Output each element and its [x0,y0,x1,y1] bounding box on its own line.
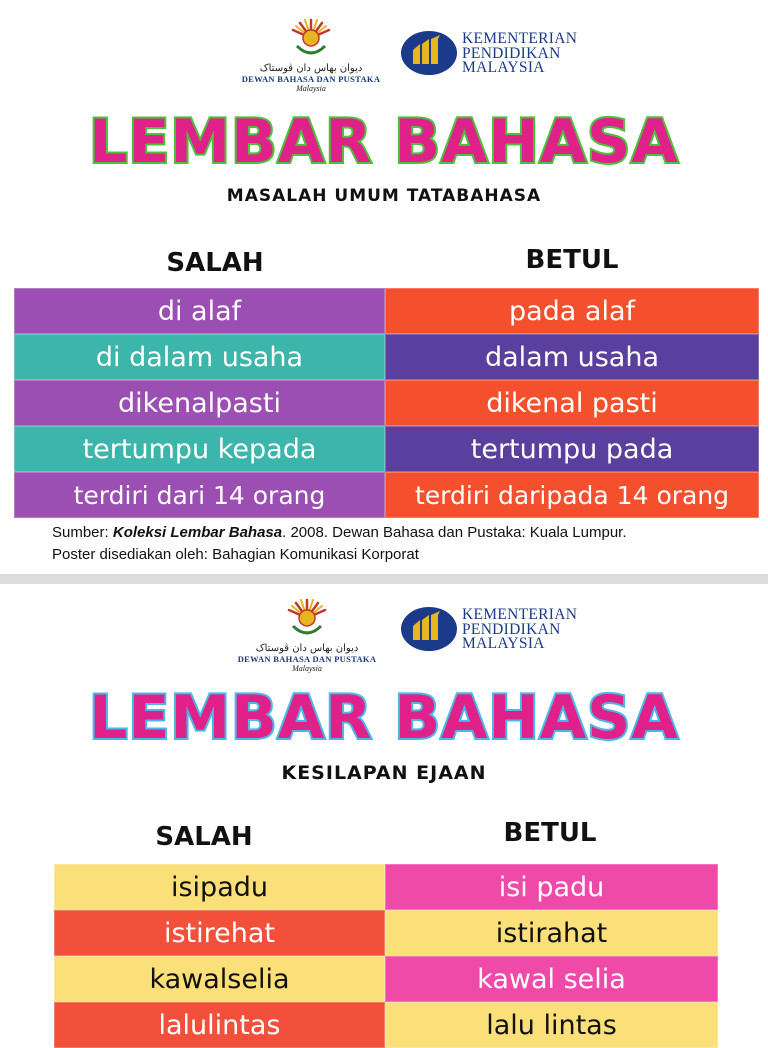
dbp-country: Malaysia [296,84,326,93]
column-header-salah: SALAH [166,248,264,278]
kpm-line-1: KEMENTERIAN [462,30,578,47]
source-prefix: Sumber: [52,524,113,541]
cell-betul: isi padu [385,864,718,910]
kpm-text [462,608,577,652]
dbp-logo [232,596,382,673]
kpm-text [462,32,577,76]
cell-betul: pada alaf [385,288,759,334]
cell-salah: di alaf [14,288,385,334]
column-header-betul: BETUL [503,818,597,848]
cell-salah: terdiri dari 14 orang [14,472,385,518]
table-row [14,426,759,472]
cell-salah: isipadu [54,864,385,910]
table-row [54,956,718,1002]
cell-betul: lalu lintas [385,1002,718,1048]
column-header-betul: BETUL [525,245,619,275]
table-row [54,910,718,956]
title-text: LEMBAR BAHASA [89,107,679,177]
dbp-name: DEWAN BAHASA DAN PUSTAKA [237,654,377,664]
cell-betul: tertumpu pada [385,426,759,472]
cell-salah: dikenalpasti [14,380,385,426]
cell-betul: dalam usaha [385,334,759,380]
cell-betul: kawal selia [385,956,718,1002]
cell-salah: di dalam usaha [14,334,385,380]
kpm-line-3: MALAYSIA [462,59,545,76]
poster-title [89,104,679,177]
page-divider [0,574,768,584]
kpm-line-3: MALAYSIA [462,635,545,652]
comparison-table [54,864,718,1048]
dbp-logo [236,16,386,93]
table-row [14,472,759,518]
cell-salah: kawalselia [54,956,385,1002]
table-row [14,334,759,380]
dbp-country: Malaysia [292,664,322,673]
dbp-emblem-icon [288,16,334,62]
poster-ejaan [0,584,768,1041]
table-row [14,380,759,426]
poster-title [89,680,679,753]
kpm-line-1: KEMENTERIAN [462,606,578,623]
dbp-jawi-text: ديوان بهاس دان ڤوستاک [259,63,363,74]
title-text: LEMBAR BAHASA [89,683,679,753]
cell-betul: istirahat [385,910,718,956]
kpm-line-2: PENDIDIKAN [462,620,561,638]
source-details: . 2008. Dewan Bahasa dan Pustaka: Kuala Lumpur. [282,524,627,541]
dbp-name: DEWAN BAHASA DAN PUSTAKA [241,74,381,84]
kpm-emblem-icon [400,606,458,652]
dbp-emblem-icon [284,596,330,642]
cell-salah: lalulintas [54,1002,385,1048]
comparison-table [14,288,759,518]
subtitle: KESILAPAN EJAAN [281,762,487,784]
source-line-2: Poster disediakan oleh: Bahagian Komunikasi Korporat [52,546,419,563]
cell-betul: dikenal pasti [385,380,759,426]
kpm-line-2: PENDIDIKAN [462,44,561,62]
cell-betul: terdiri daripada 14 orang [385,472,759,518]
cell-salah: tertumpu kepada [14,426,385,472]
source-line-1 [52,522,627,544]
subtitle: MASALAH UMUM TATABAHASA [226,186,542,206]
dbp-jawi-text: ديوان بهاس دان ڤوستاک [255,643,359,654]
kpm-logo [400,30,600,80]
source-citation [52,522,627,566]
table-row [54,864,718,910]
kpm-logo [400,606,600,656]
cell-salah: istirehat [54,910,385,956]
table-row [54,1002,718,1048]
kpm-emblem-icon [400,30,458,76]
column-header-salah: SALAH [155,822,253,852]
table-row [14,288,759,334]
source-book-title: Koleksi Lembar Bahasa [112,524,283,541]
